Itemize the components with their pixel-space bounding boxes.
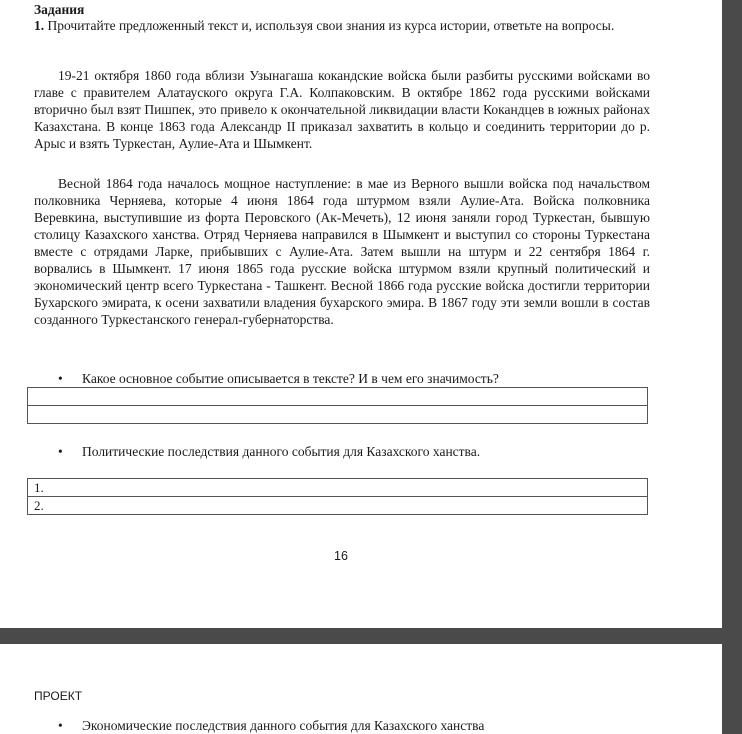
bullet-icon: • bbox=[58, 371, 63, 386]
bullet-icon: • bbox=[58, 444, 63, 459]
question-1-text: Какое основное событие описывается в тексте? И в чем его значимость? bbox=[82, 371, 499, 386]
answer-row-2[interactable]: 2. bbox=[34, 498, 44, 513]
question-2-text: Политические последствия данного события для Казахского ханства. bbox=[82, 444, 481, 459]
answer-box-1 bbox=[27, 387, 648, 424]
answer-row[interactable] bbox=[28, 388, 647, 406]
question-3-text: Экономические последствия данного события для Казахского ханства bbox=[82, 718, 485, 733]
text-paragraph-1: 19-21 октября 1860 года вблизи Узынагаша кокандские войска были разбиты русскими войсками во главе с правителем Алатауского округа Г.А. Колпаковским. В октябре 1862 года русскими войсками вторично был взят Пишпек, это привело к окончательной ликвидации власти Кокандцев в южных районах Казахстана. В конце 1863 года Александр II приказал захватить в кольцо и соединить территории до р. Арыс и взять Туркестан, Аулие-Ата и Шымкент. bbox=[34, 68, 650, 151]
task-number: 1. bbox=[34, 18, 45, 33]
document-page-next bbox=[0, 644, 722, 734]
project-label: ПРОЕКТ bbox=[34, 689, 83, 703]
page-number: 16 bbox=[334, 549, 348, 563]
answer-row[interactable] bbox=[28, 406, 647, 424]
section-heading: Задания bbox=[34, 2, 85, 17]
task-instruction bbox=[34, 17, 650, 34]
answer-box-2 bbox=[27, 478, 648, 515]
text-paragraph-2: Весной 1864 года началось мощное наступление: в мае из Верного вышли войска под начальством полковника Черняева, которые 4 июня 1864 года штурмом взяли Аулие-Ата. Войска полковника Веревкина, выступившие из форта Перовского (Ак-Мечеть), 12 июня заняли город Туркестан, бывшую столицу Казахского ханства. Отряд Черняева направился в Шымкент и выступил со стороны Туркестана вместе с отрядами Ларке, прибывших с Аулие-Ата. Затем вышли на штурм и 22 сентября 1864 г. ворвались в Шымкент. 17 июня 1865 года русские войска штурмом взяли крупный политический и экономический центр всего Туркестана - Ташкент. Весной 1866 года русские войска достигли территории Бухарского эмирата, к осени захватили владения бухарского эмира. В 1867 году эти земли вошли в состав созданного Туркестанского генерал-губернаторства. bbox=[34, 176, 650, 327]
task-text: Прочитайте предложенный текст и, используя свои знания из курса истории, ответьте на вопросы. bbox=[47, 18, 615, 33]
answer-row-1[interactable]: 1. bbox=[28, 479, 647, 497]
bullet-icon: • bbox=[58, 718, 63, 733]
